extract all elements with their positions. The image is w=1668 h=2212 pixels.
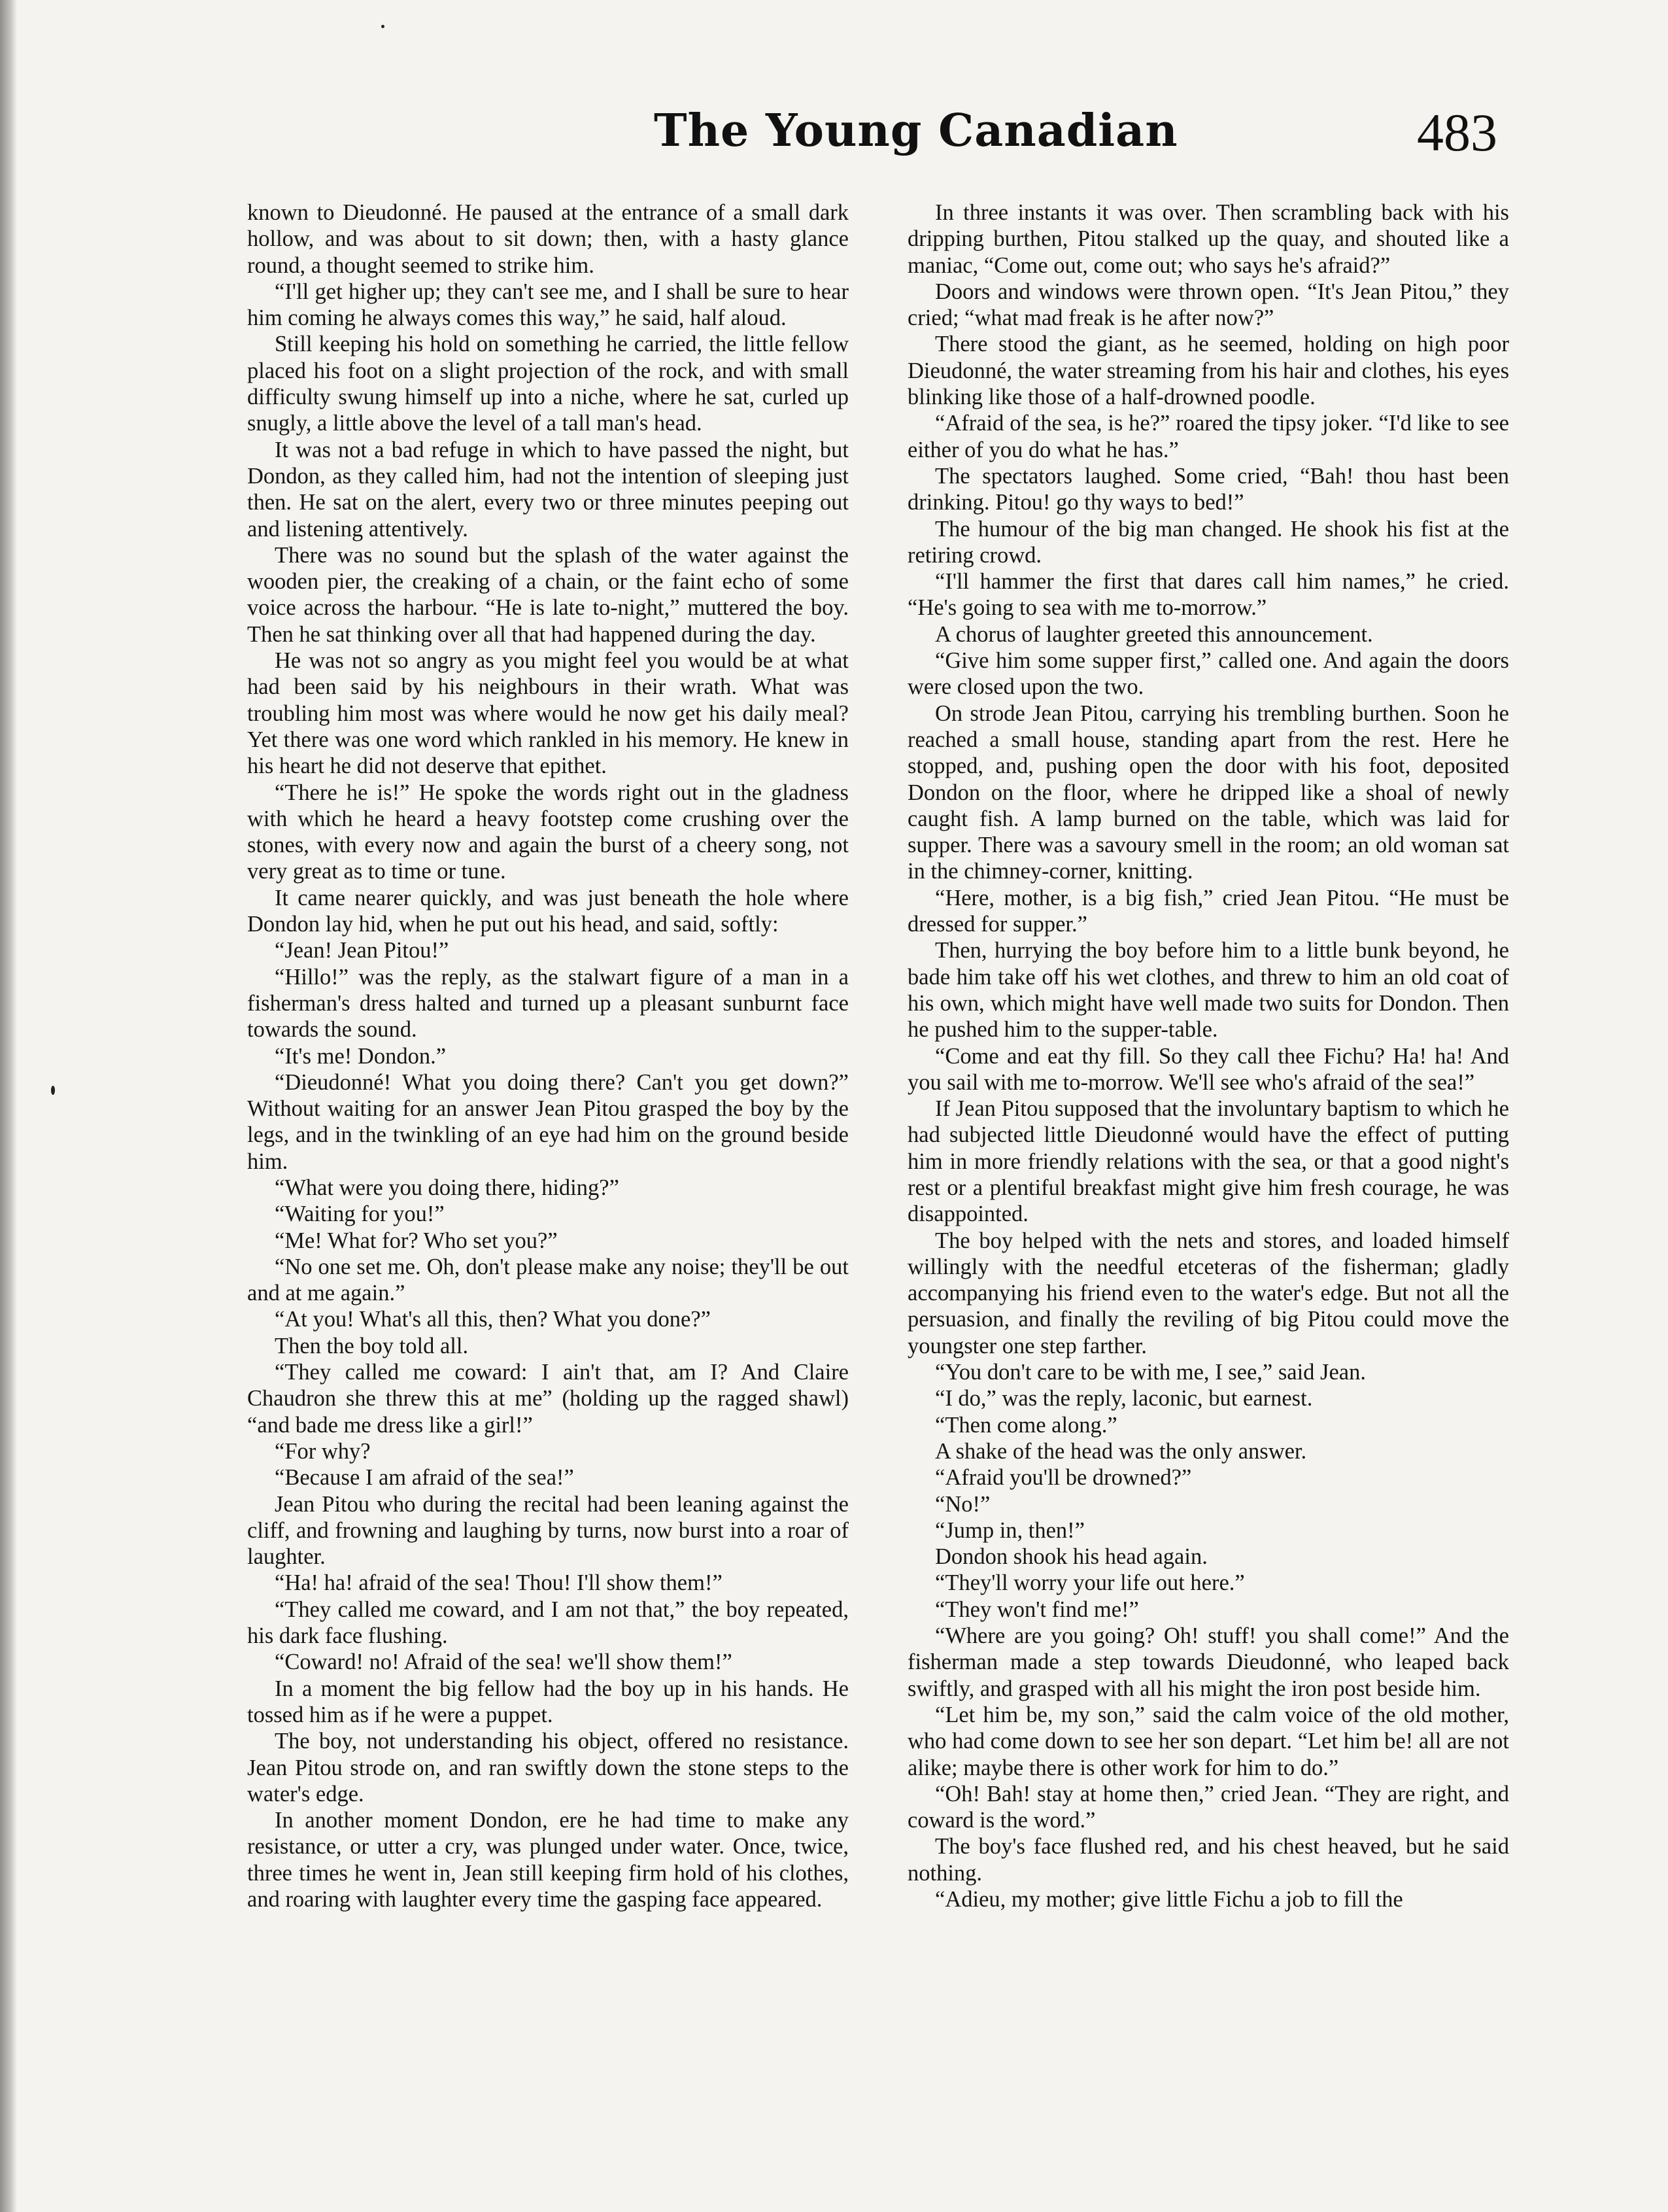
paragraph: “It's me! Dondon.” [275, 1043, 447, 1069]
paragraph: “Dieudonné! What you doing there? Can't you get down?” Without waiting for an answer Jean Pitou grasped the boy by the legs, and in the twinkling of an eye had him on the ground beside him. [247, 1069, 849, 1174]
scan-speck [51, 1086, 55, 1095]
text-column-left [247, 199, 849, 1912]
paragraph: “Come and eat thy fill. So they call thee Fichu? Ha! ha! And you sail with me to-morrow. We'll see who's afraid of the sea!” [908, 1043, 1509, 1095]
paragraph: “What were you doing there, hiding?” [275, 1175, 619, 1200]
paragraph: Jean Pitou who during the recital had been leaning against the cliff, and frowning and laughing by turns, now burst into a roar of laughter. [247, 1491, 849, 1570]
paragraph: “Let him be, my son,” said the calm voice of the old mother, who had come down to see her son depart. “Let him be! all are not alike; maybe there is other work for him to do.” [908, 1702, 1509, 1780]
paragraph: “Then come along.” [935, 1412, 1117, 1438]
paragraph: There was no sound but the splash of the water against the wooden pier, the creaking of a chain, or the faint echo of some voice across the harbour. “He is late to-night,” muttered the boy. Then he sat thinking over all that had happened during the day. [247, 542, 849, 647]
paragraph: In three instants it was over. Then scrambling back with his dripping burthen, Pitou stalked up the quay, and shouted like a maniac, “Come out, come out; who says he's afraid?” [908, 200, 1509, 278]
paragraph: “Jump in, then!” [935, 1517, 1085, 1543]
paragraph: “They called me coward, and I am not that,” the boy repeated, his dark face flushing. [247, 1597, 849, 1649]
paragraph: “I'll hammer the first that dares call him names,” he cried. “He's going to sea with me to-morrow.” [908, 569, 1509, 621]
paragraph: “Afraid you'll be drowned?” [935, 1465, 1192, 1491]
paragraph: “Afraid of the sea, is he?” roared the tipsy joker. “I'd like to see either of you do what he has.” [908, 411, 1509, 462]
paragraph: The humour of the big man changed. He shook his fist at the retiring crowd. [908, 516, 1509, 568]
paragraph: “Give him some supper first,” called one. And again the doors were closed upon the two. [908, 648, 1509, 700]
paragraph: “There he is!” He spoke the words right out in the gladness with which he heard a heavy footstep come crushing over the stones, with every now and again the burst of a cheery song, not very great as to time or tune. [247, 780, 849, 884]
paragraph: Doors and windows were thrown open. “It's Jean Pitou,” they cried; “what mad freak is he after now?” [908, 279, 1509, 331]
paragraph: “Me! What for? Who set you?” [275, 1228, 558, 1253]
paragraph: “They'll worry your life out here.” [935, 1570, 1245, 1596]
paragraph: Then, hurrying the boy before him to a little bunk beyond, he bade him take off his wet clothes, and threw to him an old coat of his own, which might have well made two suits for Dondon. Then he pushed him to the supper-table. [908, 938, 1509, 1043]
paragraph: A shake of the head was the only answer. [935, 1438, 1307, 1464]
paragraph: If Jean Pitou supposed that the involuntary baptism to which he had subjected little Dieudonné would have the effect of putting him in more friendly relations with the sea, or that a good night's rest or a plentiful breakfast might give him fresh courage, he was disappointed. [908, 1096, 1509, 1227]
paragraph: It came nearer quickly, and was just beneath the hole where Dondon lay hid, when he put out his head, and said, softly: [247, 885, 849, 937]
paragraph: “Waiting for you!” [275, 1201, 445, 1227]
paragraph: “Here, mother, is a big fish,” cried Jean Pitou. “He must be dressed for supper.” [908, 885, 1509, 937]
paragraph: “For why? [275, 1438, 371, 1464]
paragraph: The boy, not understanding his object, offered no resistance. Jean Pitou strode on, and ran swiftly down the stone steps to the water's edge. [247, 1729, 849, 1806]
paragraph: A chorus of laughter greeted this announcement. [935, 621, 1373, 647]
paragraph: “I'll get higher up; they can't see me, and I shall be sure to hear him coming he always comes this way,” he said, half aloud. [247, 279, 849, 331]
paragraph: “Jean! Jean Pitou!” [275, 938, 449, 963]
paragraph: “Oh! Bah! stay at home then,” cried Jean. “They are right, and coward is the word.” [908, 1781, 1509, 1833]
paragraph: “At you! What's all this, then? What you done?” [275, 1307, 711, 1332]
paragraph: “They called me coward: I ain't that, am I? And Claire Chaudron she threw this at me” (holding up the ragged shawl) “and bade me dress like a girl!” [247, 1360, 849, 1438]
paragraph: “They won't find me!” [935, 1597, 1139, 1622]
scan-speck [381, 25, 384, 28]
paragraph: The boy helped with the nets and stores, and loaded himself willingly with the needful etceteras of the fisherman; gladly accompanying his friend even to the water's edge. But not all the persuasion, and finally the reviling of big Pitou could move the youngster one step farther. [908, 1228, 1509, 1358]
paragraph: The boy's face flushed red, and his chest heaved, but he said nothing. [908, 1834, 1509, 1886]
paragraph: In another moment Dondon, ere he had time to make any resistance, or utter a cry, was plunged under water. Once, twice, three times he went in, Jean still keeping firm hold of his clothes, and roaring with laughter every time the gasping face appeared. [247, 1808, 849, 1912]
paragraph: The spectators laughed. Some cried, “Bah! thou hast been drinking. Pitou! go thy ways to bed!” [908, 463, 1509, 515]
paragraph: “Coward! no! Afraid of the sea! we'll show them!” [275, 1650, 732, 1675]
paragraph: “Where are you going? Oh! stuff! you shall come!” And the fisherman made a step towards Dieudonné, who leaped back swiftly, and grasped with all his might the iron post beside him. [908, 1623, 1509, 1701]
paragraph: known to Dieudonné. He paused at the entrance of a small dark hollow, and was about to sit down; then, with a hasty glance round, a thought seemed to strike him. [247, 200, 849, 278]
paragraph: “Adieu, my mother; give little Fichu a job to fill the [935, 1887, 1403, 1912]
paragraph: He was not so angry as you might feel you would be at what had been said by his neighbours in their wrath. What was troubling him most was where would he now get his daily meal? Yet there was one word which rankled in his memory. He knew in his heart he did not deserve that epithet. [247, 648, 849, 779]
paragraph: It was not a bad refuge in which to have passed the night, but Dondon, as they called him, had not the intention of sleeping just then. He sat on the alert, every two or three minutes peeping out and listening attentively. [247, 437, 849, 542]
page-number: 483 [1417, 103, 1497, 162]
paragraph: “Ha! ha! afraid of the sea! Thou! I'll show them!” [275, 1570, 723, 1596]
paragraph: Still keeping his hold on something he carried, the little fellow placed his foot on a slight projection of the rock, and with small difficulty swung himself up into a niche, where he sat, curled up snugly, a little above the level of a tall man's head. [247, 332, 849, 436]
paragraph: On strode Jean Pitou, carrying his trembling burthen. Soon he reached a small house, standing apart from the rest. Here he stopped, and, pushing open the door with his foot, deposited Dondon on the floor, where he dripped like a shoal of newly caught fish. A lamp burned on the table, which was laid for supper. There was a savoury smell in the room; an old woman sat in the chimney-corner, knitting. [908, 700, 1509, 884]
paragraph: “I do,” was the reply, laconic, but earnest. [935, 1386, 1313, 1411]
paragraph: Dondon shook his head again. [935, 1544, 1208, 1570]
paragraph: Then the boy told all. [275, 1333, 469, 1358]
paragraph: “No!” [935, 1491, 991, 1517]
running-title: The Young Canadian [654, 105, 1178, 157]
paragraph: In a moment the big fellow had the boy up in his hands. He tossed him as if he were a puppet. [247, 1676, 849, 1727]
scan-edge-shadow [0, 0, 17, 2212]
paragraph: “Because I am afraid of the sea!” [275, 1465, 574, 1491]
paragraph: There stood the giant, as he seemed, holding on high poor Dieudonné, the water streaming from his hair and clothes, his eyes blinking like those of a half-drowned poodle. [908, 332, 1509, 410]
paragraph: “You don't care to be with me, I see,” said Jean. [935, 1360, 1366, 1385]
paragraph: “No one set me. Oh, don't please make any noise; they'll be out and at me again.” [247, 1254, 849, 1306]
paragraph: “Hillo!” was the reply, as the stalwart figure of a man in a fisherman's dress halted and turned up a pleasant sunburnt face towards the sound. [247, 964, 849, 1043]
page-header [235, 98, 1497, 170]
text-column-right [908, 199, 1509, 1912]
